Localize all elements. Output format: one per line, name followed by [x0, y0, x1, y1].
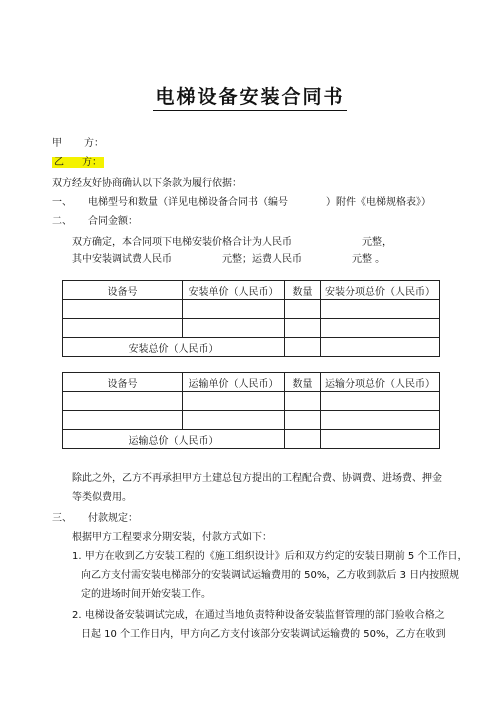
- party-a-label: 甲: [52, 138, 62, 149]
- section-2-heading: 二、 合同金额：: [52, 216, 138, 227]
- table-row: [63, 411, 440, 430]
- table-row: [63, 392, 440, 411]
- section-3-heading: 三、 付款规定：: [52, 513, 138, 524]
- transport-price-table: [62, 372, 440, 449]
- payment-item-2-line-1: 2. 电梯设备安装调试完成，在通过当地负责特种设备安装监督管理的部门验收合格之: [72, 610, 445, 621]
- table-header-row: [63, 281, 440, 300]
- table-header-cell: 安装单价（人民币）: [183, 281, 285, 300]
- payment-item-1-line-1: 1. 甲方在收到乙方安装工程的《施工组织设计》后和双方约定的安装日期前 5 个工作日，: [72, 551, 468, 562]
- party-b-highlight: 乙 方：: [54, 157, 102, 168]
- table-header-cell: 运输单价（人民币）: [183, 373, 285, 392]
- payment-item-2-line-2: 日起 10 个工作日内，甲方向乙方支付该部分安装调试运输费的 50%，乙方在收到: [81, 629, 446, 640]
- table-row: [63, 319, 440, 338]
- table-header-row: [63, 373, 440, 392]
- section-1: 一、 电梯型号和数量（详见电梯设备合同书（编号 ）附件《电梯规格表》）: [52, 197, 431, 208]
- table-header-cell: 数量: [285, 373, 321, 392]
- table-header-cell: 运输分项总价（人民币）: [321, 373, 440, 392]
- payment-item-1-line-2: 向乙方支付需安装电梯部分的安装调试运输费用的 50%，乙方收到款后 3 日内按照规: [81, 570, 460, 581]
- section-3-number: 三、: [52, 513, 72, 524]
- installation-price-table: [62, 280, 440, 357]
- installation-total-label: 安装总价（人民币）: [63, 338, 285, 357]
- section-3-intro: 根据甲方工程要求分期安装，付款方式如下：: [72, 532, 272, 543]
- document-title: 电梯设备安装合同书: [0, 82, 500, 109]
- party-a-line: [52, 137, 104, 151]
- payment-item-1-line-3: 定的进场时间开始安装工作。: [81, 589, 211, 600]
- section-2-line-2: 其中安装调试费人民币 元整；运费人民币 元整 。: [72, 254, 386, 265]
- table-row: [63, 300, 440, 319]
- table-header-cell: 设备号: [63, 281, 183, 300]
- party-a-suffix: 方：: [84, 138, 104, 149]
- intro-line: 双方经友好协商确认以下条款为履行依据：: [52, 178, 242, 189]
- section-2-number: 二、: [52, 216, 72, 227]
- table-total-row: [63, 430, 440, 449]
- table-header-cell: 设备号: [63, 373, 183, 392]
- extra-fees-line-1: 除此之外，乙方不再承担甲方土建总包方提出的工程配合费、协调费、进场费、押金: [72, 473, 442, 484]
- table-header-cell: 数量: [285, 281, 321, 300]
- party-b-line: [52, 156, 104, 170]
- section-1-number: 一、: [52, 197, 72, 208]
- extra-fees-line-2: 等类似费用。: [72, 492, 132, 503]
- table-total-row: [63, 338, 440, 357]
- section-2-line-1: 双方确定，本合同项下电梯安装价格合计为人民币 元整，: [72, 237, 392, 248]
- table-header-cell: 安装分项总价（人民币）: [321, 281, 440, 300]
- transport-total-label: 运输总价（人民币）: [63, 430, 285, 449]
